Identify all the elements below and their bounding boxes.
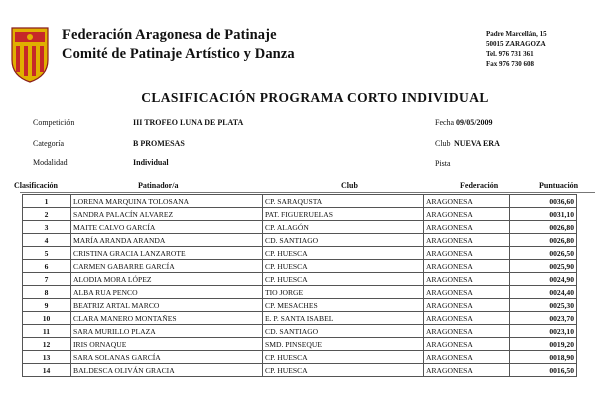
federation-cell: ARAGONESA (424, 312, 510, 325)
skater-cell: BEATRIZ ARTAL MARCO (71, 299, 263, 312)
rank-cell: 7 (23, 273, 71, 286)
rank-cell: 9 (23, 299, 71, 312)
skater-cell: CRISTINA GRACIA LANZAROTE (71, 247, 263, 260)
club-cell: CP. HUESCA (263, 351, 424, 364)
club-cell: E. P. SANTA ISABEL (263, 312, 424, 325)
document-title: CLASIFICACIÓN PROGRAMA CORTO INDIVIDUAL (141, 90, 489, 105)
score-cell: 0026,80 (510, 221, 577, 234)
federation-cell: ARAGONESA (424, 325, 510, 338)
club-cell: CP. SARAQUSTA (263, 195, 424, 208)
club-cell: CP. HUESCA (263, 247, 424, 260)
category-value: B PROMESAS (133, 139, 185, 148)
rank-cell: 6 (23, 260, 71, 273)
club-cell: SMD. PINSEQUE (263, 338, 424, 351)
rank-cell: 14 (23, 364, 71, 377)
federation-cell: ARAGONESA (424, 273, 510, 286)
score-cell: 0023,70 (510, 312, 577, 325)
table-row (23, 208, 577, 221)
score-cell: 0024,90 (510, 273, 577, 286)
federation-cell: ARAGONESA (424, 338, 510, 351)
rank-cell: 11 (23, 325, 71, 338)
header-divider (20, 192, 595, 193)
federation-cell: ARAGONESA (424, 221, 510, 234)
skater-cell: ALBA RUA PENCO (71, 286, 263, 299)
table-row (23, 273, 577, 286)
skater-cell: IRIS ORNAQUE (71, 338, 263, 351)
club-cell: CP. HUESCA (263, 364, 424, 377)
rank-cell: 4 (23, 234, 71, 247)
skater-cell: SARA MURILLO PLAZA (71, 325, 263, 338)
rank-cell: 8 (23, 286, 71, 299)
table-row (23, 325, 577, 338)
club-cell: PAT. FIGUERUELAS (263, 208, 424, 221)
skater-cell: CARMEN GABARRE GARCÍA (71, 260, 263, 273)
skater-cell: BALDESCA OLIVÁN GRACIA (71, 364, 263, 377)
club-value: NUEVA ERA (454, 139, 500, 148)
skater-cell: ALODIA MORA LÓPEZ (71, 273, 263, 286)
federation-logo (10, 24, 50, 84)
address-line: Padre Marcellán, 15 (486, 30, 547, 38)
results-body (23, 195, 577, 377)
score-cell: 0036,60 (510, 195, 577, 208)
club-cell: CP. HUESCA (263, 273, 424, 286)
table-row (23, 286, 577, 299)
federation-cell: ARAGONESA (424, 299, 510, 312)
col-header-skater: Patinador/a (138, 181, 179, 190)
federation-cell: ARAGONESA (424, 247, 510, 260)
fax-line: Fax 976 730 608 (486, 60, 535, 68)
skater-cell: MARÍA ARANDA ARANDA (71, 234, 263, 247)
rank-cell: 10 (23, 312, 71, 325)
rank-cell: 12 (23, 338, 71, 351)
rank-cell: 2 (23, 208, 71, 221)
table-row (23, 338, 577, 351)
table-row (23, 312, 577, 325)
phone-line: Tel. 976 731 361 (486, 50, 534, 58)
score-cell: 0023,10 (510, 325, 577, 338)
organization-name: Federación Aragonesa de Patinaje (62, 27, 277, 43)
federation-cell: ARAGONESA (424, 364, 510, 377)
rank-cell: 1 (23, 195, 71, 208)
federation-cell: ARAGONESA (424, 195, 510, 208)
committee-name: Comité de Patinaje Artístico y Danza (62, 46, 295, 62)
col-header-federation: Federación (460, 181, 499, 190)
club-cell: CP. ALAGÓN (263, 221, 424, 234)
federation-cell: ARAGONESA (424, 351, 510, 364)
date-value: 09/05/2009 (456, 118, 493, 127)
club-cell: TIO JORGE (263, 286, 424, 299)
rank-cell: 13 (23, 351, 71, 364)
skater-cell: SANDRA PALACÍN ALVAREZ (71, 208, 263, 221)
table-row (23, 299, 577, 312)
score-cell: 0024,40 (510, 286, 577, 299)
contact-address (486, 29, 547, 69)
score-cell: 0016,50 (510, 364, 577, 377)
club-label: Club (435, 139, 451, 148)
score-cell: 0025,90 (510, 260, 577, 273)
results-table (22, 194, 577, 377)
col-header-score: Puntuación (539, 181, 579, 190)
club-cell: CD. SANTIAGO (263, 234, 424, 247)
score-cell: 0031,10 (510, 208, 577, 221)
col-header-club: Club (341, 181, 358, 190)
club-cell: CP. HUESCA (263, 260, 424, 273)
address-line: 50015 ZARAGOZA (486, 40, 546, 48)
skater-cell: MAITE CALVO GARCÍA (71, 221, 263, 234)
rank-cell: 3 (23, 221, 71, 234)
score-cell: 0018,90 (510, 351, 577, 364)
federation-cell: ARAGONESA (424, 208, 510, 221)
table-row (23, 260, 577, 273)
competition-label: Competición (33, 118, 75, 127)
federation-cell: ARAGONESA (424, 286, 510, 299)
competition-value: III TROFEO LUNA DE PLATA (133, 118, 244, 127)
score-cell: 0025,30 (510, 299, 577, 312)
score-cell: 0019,20 (510, 338, 577, 351)
skater-cell: LORENA MARQUINA TOLOSANA (71, 195, 263, 208)
category-label: Categoría (33, 139, 65, 148)
federation-cell: ARAGONESA (424, 260, 510, 273)
rank-cell: 5 (23, 247, 71, 260)
federation-cell: ARAGONESA (424, 234, 510, 247)
table-row (23, 351, 577, 364)
table-row (23, 221, 577, 234)
modality-label: Modalidad (33, 158, 68, 167)
table-row (23, 234, 577, 247)
date-label: Fecha (435, 118, 455, 127)
table-row (23, 364, 577, 377)
col-header-rank: Clasificación (14, 181, 58, 190)
table-row (23, 195, 577, 208)
table-row (23, 247, 577, 260)
track-label: Pista (435, 159, 451, 168)
skater-cell: SARA SOLANAS GARCÍA (71, 351, 263, 364)
club-cell: CD. SANTIAGO (263, 325, 424, 338)
skater-cell: CLARA MANERO MONTAÑES (71, 312, 263, 325)
modality-value: Individual (133, 158, 169, 167)
score-cell: 0026,80 (510, 234, 577, 247)
club-cell: CP. MESACHES (263, 299, 424, 312)
score-cell: 0026,50 (510, 247, 577, 260)
